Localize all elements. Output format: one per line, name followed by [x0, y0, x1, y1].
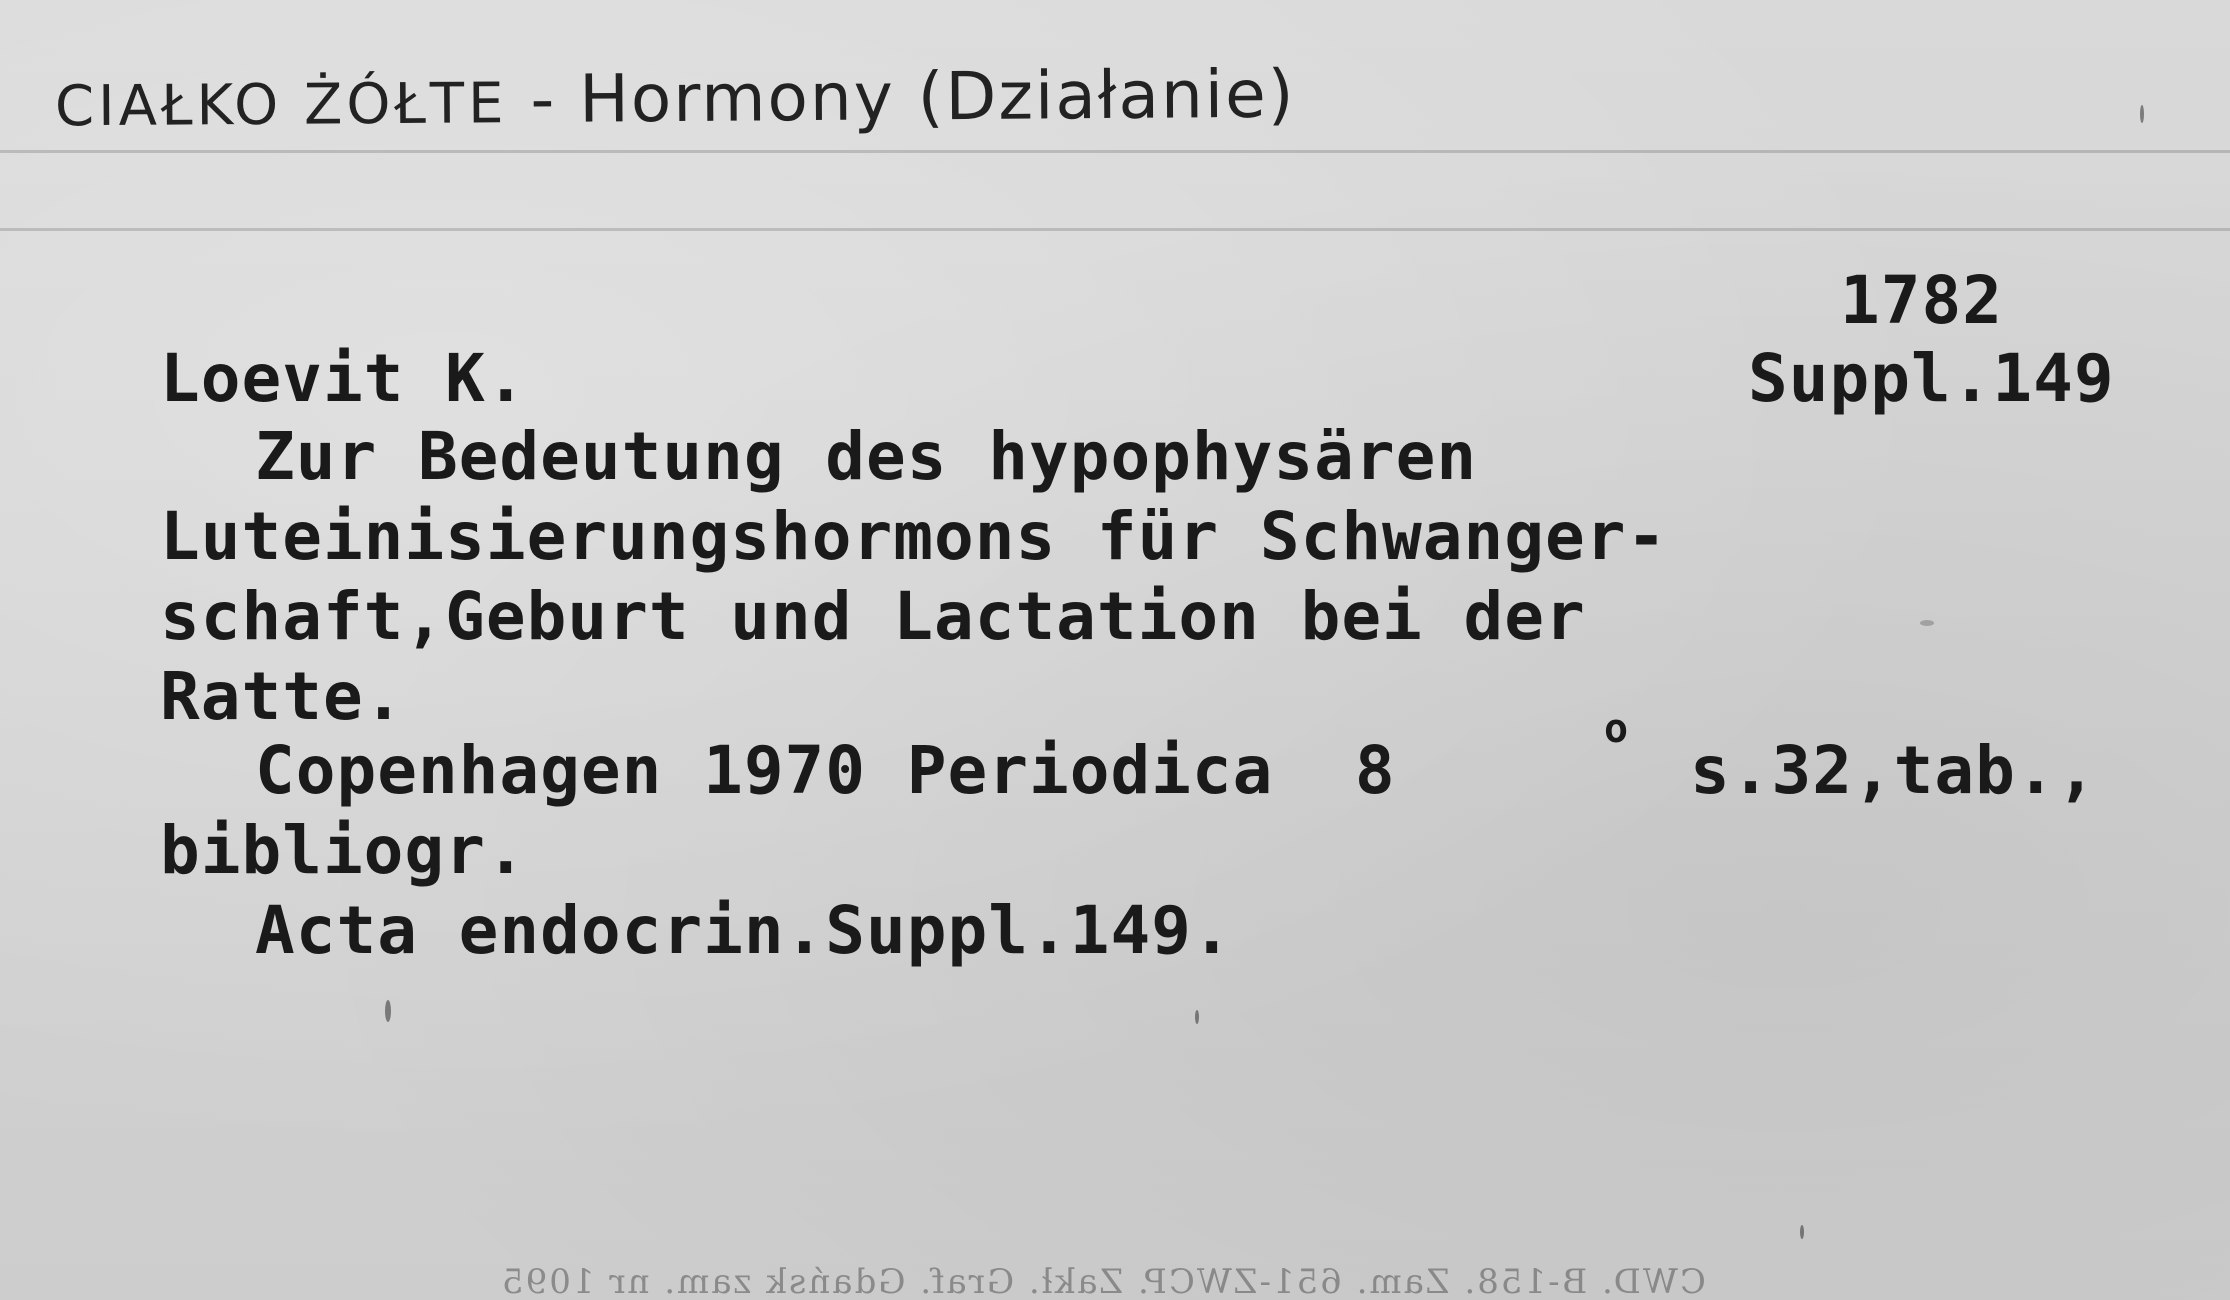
title-line-1: Zur Bedeutung des hypophysären: [255, 418, 1478, 495]
title-line-3: schaft,Geburt und Lactation bei der: [160, 578, 1586, 655]
imprint-line-1: Copenhagen 1970 Periodica 8: [255, 732, 1396, 809]
call-number-1: 1782: [1840, 262, 2003, 339]
title-line-4: Ratte.: [160, 658, 405, 735]
format-degree-mark: o: [1604, 706, 1629, 752]
subject-heading-rest: - Hormony (Działanie): [507, 55, 1296, 139]
paper-speck: [1800, 1225, 1804, 1239]
call-number-2: Suppl.149: [1748, 340, 2115, 417]
paper-speck: [385, 1000, 391, 1022]
printer-stamp: CWD. B-158. Zam. 651-ZWCP. Zakł. Graf. Gdańsk zam. nr 1095: [500, 1262, 1706, 1300]
imprint-line-2: bibliogr.: [160, 812, 527, 889]
top-rule: [0, 228, 2230, 231]
subject-heading: [55, 56, 1296, 142]
paper-speck: [2140, 105, 2144, 123]
paper-speck: [1920, 620, 1934, 626]
author: Loevit K.: [160, 340, 527, 417]
imprint-line-1b: s.32,tab.,: [1690, 732, 2098, 809]
title-line-2: Luteinisierungshormons für Schwanger-: [160, 498, 1668, 575]
subject-heading-caps: CIAŁKO ŻÓŁTE: [54, 71, 508, 140]
header-rule: [0, 150, 2230, 153]
series-line: Acta endocrin.Suppl.149.: [255, 892, 1233, 969]
paper-speck: [1195, 1010, 1199, 1024]
